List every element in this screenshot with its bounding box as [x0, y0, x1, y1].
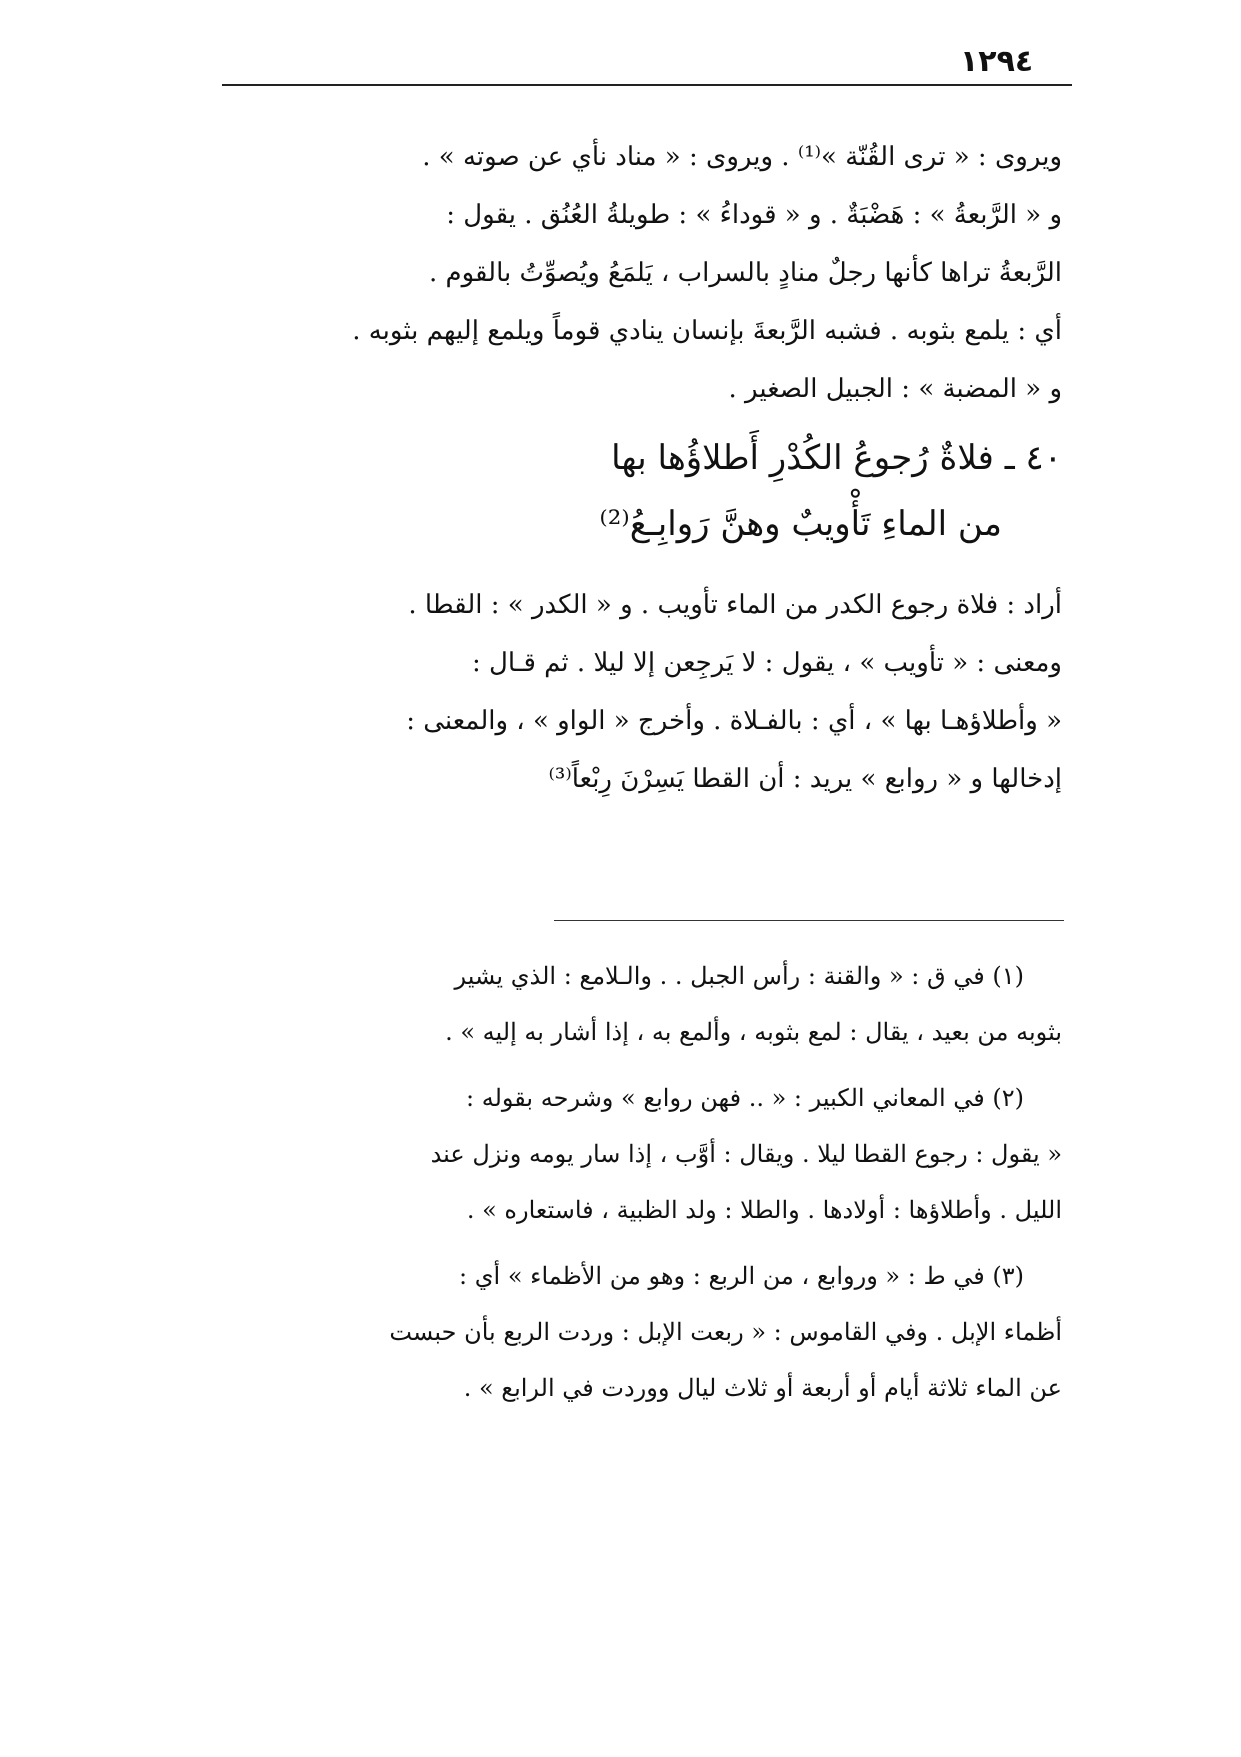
footnote-line: « يقول : رجوع القطا ليلا . ويقال : أوَّب ، إذا سار يومه ونزل عند [430, 1140, 1062, 1168]
verse-first-hemistich [216, 426, 1062, 492]
text-line: و « الرَّبعةُ » : هَضْبَةٌ . و « قوداءُ » : طويلةُ العُنُق . يقول : [446, 200, 1062, 230]
footnote-line: (٢) في المعاني الكبير : « .. فهن روابع » وشرحه بقوله : [466, 1084, 1024, 1112]
text-line: الرَّبعةُ تراها كأنها رجلٌ منادٍ بالسراب ، يَلمَعُ ويُصوِّتُ بالقوم . [428, 258, 1062, 288]
page-number: ١٢٩٤ [960, 44, 1034, 79]
commentary-line: « وأطلاؤهـا بها » ، أي : بالفـلاة . وأخرج « الواو » ، والمعنى : [406, 706, 1062, 736]
footnotes [216, 948, 1062, 1426]
footnote-line: أظماء الإبل . وفي القاموس : « ربعت الإبل : وردت الربع بأن حبست [389, 1318, 1062, 1346]
footnote-separator [554, 920, 1064, 921]
footnote-line: (٣) في ط : « وروابع ، من الربع : وهو من الأظماء » أي : [459, 1262, 1024, 1290]
commentary-line: إدخالها و « روابع » يريد : أن القطا يَسِرْنَ رِبْعاً⁽³⁾ [548, 764, 1062, 794]
commentary [216, 576, 1062, 808]
footnote-line: (١) في ق : « والقنة : رأس الجبل . . والـلامع : الذي يشير [454, 962, 1024, 990]
text-line: ويروى : « ترى القُنّة »⁽¹⁾ . ويروى : « مناد نأي عن صوته » . [422, 142, 1062, 172]
footnote-line: بثوبه من بعيد ، يقال : لمع بثوبه ، وألمع به ، إذا أشار به إليه » . [445, 1018, 1062, 1046]
footnote-2 [216, 1070, 1062, 1238]
verse-number: ٤٠ ـ [1004, 438, 1062, 478]
verse-second-hemistich: من الماءِ تَأْويبٌ وهنَّ رَوابِـعُ⁽²⁾ [599, 504, 1002, 544]
main-text [216, 128, 1062, 808]
commentary-line: ومعنى : « تأويب » ، يقول : لا يَرجِعن إلا ليلا . ثم قـال : [471, 648, 1062, 678]
commentary-line: أراد : فلاة رجوع الكدر من الماء تأويب . و « الكدر » : القطا . [408, 590, 1062, 620]
footnote-3 [216, 1248, 1062, 1416]
footnote-1 [216, 948, 1062, 1060]
text-line: و « المضبة » : الجبيل الصغير . [728, 374, 1062, 404]
text-line: أي : يلمع بثوبه . فشبه الرَّبعةَ بإنسان ينادي قوماً ويلمع إليهم بثوبه . [352, 316, 1062, 346]
footnote-line: عن الماء ثلاثة أيام أو أربعة أو ثلاث ليال ووردت في الرابع » . [463, 1374, 1062, 1402]
header-rule [222, 84, 1072, 86]
verse-hemistich-1: فلاةٌ رُجوعُ الكُدْرِ أَطلاؤُها بها [611, 438, 994, 478]
footnote-line: الليل . وأطلاؤها : أولادها . والطلا : ولد الظبية ، فاستعاره » . [466, 1196, 1062, 1224]
